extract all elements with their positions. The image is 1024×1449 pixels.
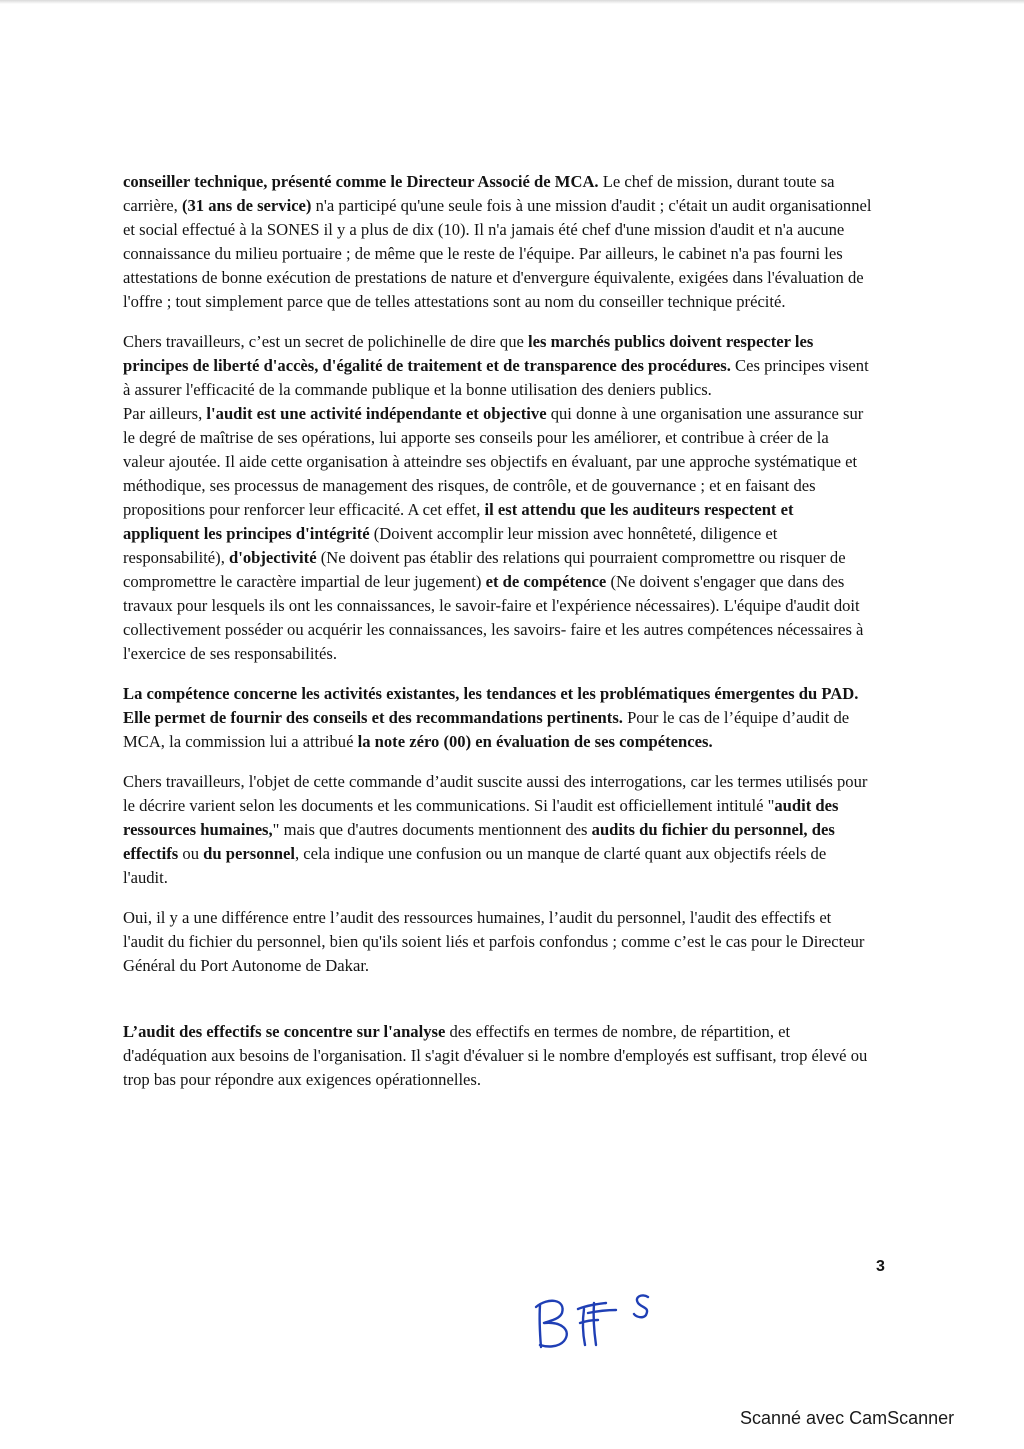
text-run: Pour le cas de l’équipe d’audit de MCA, la commission lui a attribué xyxy=(123,708,850,751)
text-run: Le chef de mission, durant toute sa carrière, xyxy=(123,172,835,215)
text-run: n'a participé qu'une seule fois à une mission d'audit ; c'était un audit organisationnel et social effectué à la SONES il y a plus de dix (10). Il n'a jamais été chef d'une mission d'audit et n'a aucune connaissance du milieu portuaire ; de même que le reste de l'équipe. Par ailleurs, le cabinet n'a pas fourni les attestations de bonne exécution de prestations de nature et d'envergure équivalente, exigées dans l'évaluation de l'offre ; tout simplement parce que de telles attestations sont au nom du conseiller technique précité. xyxy=(123,196,872,311)
bold-text-run: conseiller technique, présenté comme le Directeur Associé de MCA. xyxy=(123,172,599,191)
paragraph-workforce-audit xyxy=(123,1020,873,1092)
bold-text-run: la note zéro (00) en évaluation de ses compétences. xyxy=(357,732,713,751)
text-run: Par ailleurs, xyxy=(123,404,207,423)
text-run: Chers travailleurs, c’est un secret de polichinelle de dire que xyxy=(123,332,529,351)
text-run: , cela indique une confusion ou un manque de clarté quant aux objectifs réels de l'audit. xyxy=(123,844,827,887)
bold-text-run: il est attendu que les auditeurs respectent et appliquent les principes d'intégrité xyxy=(123,500,794,543)
text-run: (Ne doivent s'engager que dans des travaux pour lesquels ils ont les connaissances, le savoir-faire et l'expérience nécessaires). L'équipe d'audit doit collectivement posséder ou acquérir les connaissances, les savoirs- faire et les autres compétences nécessaires à l'exercice de ses responsabilités. xyxy=(123,572,864,663)
bold-text-run: L’audit des effectifs se concentre sur l'analyse xyxy=(123,1022,446,1041)
bold-text-run: les marchés publics doivent respecter les principes de liberté d'accès, d'égalité de traitement et de transparence des procédures. xyxy=(123,332,814,375)
bold-text-run: d'objectivité xyxy=(229,548,317,567)
page-number: 3 xyxy=(876,1258,885,1275)
handwritten-signature xyxy=(528,1283,678,1353)
bold-text-run: et de compétence xyxy=(485,572,607,591)
text-run: " mais que d'autres documents mentionnent des xyxy=(272,820,592,839)
text-run: (Doivent accomplir leur mission avec honnêteté, diligence et responsabilité), xyxy=(123,524,778,567)
text-run: Oui, il y a une différence entre l’audit des ressources humaines, l’audit du personnel, l'audit des effectifs et l'audit du fichier du personnel, bien qu'ils soient liés et parfois confondus ; comme c’est le cas pour le Directeur Général du Port Autonome de Dakar. xyxy=(123,908,865,975)
bold-text-run: (31 ans de service) xyxy=(181,196,312,215)
paragraph-audit-definition xyxy=(123,402,873,666)
bold-text-run: l'audit est une activité indépendante et objective xyxy=(206,404,547,423)
paragraph-mission-team xyxy=(123,170,873,314)
bold-text-run: audit des ressources humaines, xyxy=(123,796,839,839)
document-body xyxy=(123,170,873,1108)
text-run: (Ne doivent pas établir des relations qui pourraient compromettre ou risquer de compromettre le caractère impartial de leur jugement) xyxy=(123,548,846,591)
scan-top-edge xyxy=(0,0,1024,4)
text-run: Chers travailleurs, l'objet de cette commande d’audit suscite aussi des interrogations, car les termes utilisés pour le décrire varient selon les documents et les communications. Si l'audit est officiellement intitulé " xyxy=(123,772,868,815)
text-run: ou xyxy=(178,844,204,863)
bold-text-run: audits du fichier du personnel, des effectifs xyxy=(123,820,835,863)
bold-text-run: du personnel xyxy=(203,844,295,863)
paragraph-competence xyxy=(123,682,873,754)
text-run: Ces principes visent à assurer l'efficacité de la commande publique et la bonne utilisation des deniers publics. xyxy=(123,356,869,399)
text-run: des effectifs en termes de nombre, de répartition, et d'adéquation aux besoins de l'organisation. Il s'agit d'évaluer si le nombre d'employés est suffisant, trop élevé ou trop bas pour répondre aux exigences opérationnelles. xyxy=(123,1022,868,1089)
paragraph-audit-differences xyxy=(123,906,873,978)
paragraph-audit-terms xyxy=(123,770,873,890)
camscanner-watermark: Scanné avec CamScanner xyxy=(740,1408,955,1428)
text-run: qui donne à une organisation une assurance sur le degré de maîtrise de ses opérations, lui apporte ses conseils pour les améliorer, et contribue à créer de la valeur ajoutée. Il aide cette organisation à atteindre ses objectifs en évaluant, par une approche systématique et méthodique, ses processus de management des risques, de contrôle, et de gouvernance ; et en faisant des propositions pour renforcer leur efficacité. A cet effet, xyxy=(123,404,864,519)
bold-text-run: La compétence concerne les activités existantes, les tendances et les problématiques émergentes du PAD. Elle permet de fournir des conseils et des recommandations pertinents. xyxy=(123,684,859,727)
paragraph-public-procurement xyxy=(123,330,873,402)
